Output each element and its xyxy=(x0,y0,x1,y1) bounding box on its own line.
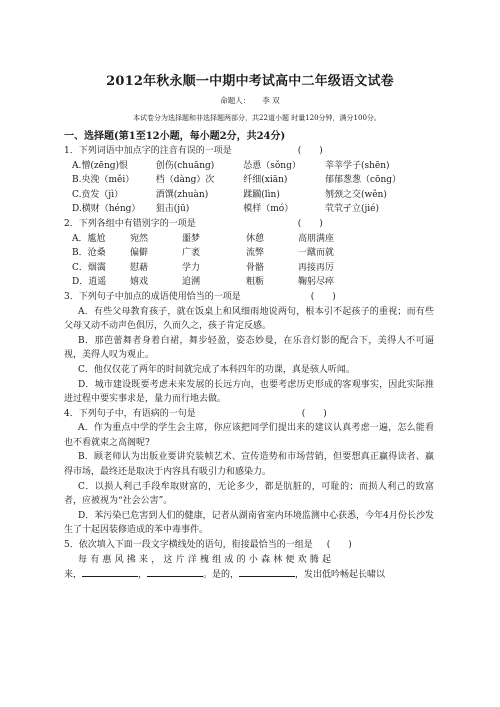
q5-passage-line-1: 每有惠风拂来，这片洋槐组成的小森林便欢腾起 xyxy=(78,554,335,565)
exam-note: 本试卷分为选择题和非选择题两部分，共22道小题 时量120分钟，满分100分。 xyxy=(133,114,381,122)
q4-option-a: A．作为重点中学的学生会主席，你应该把同学们提出来的建议认真考虑一遍，怎么能看也不看就束之高阁呢? xyxy=(64,423,434,448)
author-label: 命题人： xyxy=(220,96,251,105)
q1-option-row-d: D.横财（héng） 狙击(jū) 模样（mó） 茕茕孑立(jié) xyxy=(72,204,380,215)
question-3-stem: 3．下列句子中加点的成语使用恰当的一项是 ( ) xyxy=(64,291,336,302)
q3-option-d: D．城市建设既要考虑未来发展的长远方向，也要考虑历史形成的客观事实，因此实际推进过程中要实事求是，量力而行地去做。 xyxy=(64,379,434,405)
q5-passage-line-2: 来， ， 。是的， ，发出低吟畅起长啸以 xyxy=(64,567,434,582)
q4-option-d: D．苯污染已危害到人们的健康，记者从湖南省室内环境监测中心获悉，今年4月份长沙发生了十起因装修造成的苯中毒事件。 xyxy=(64,510,434,536)
q3-option-c: C．他仅仅花了两年的时间就完成了本科四年的功课，真是骇人听闻。 xyxy=(78,364,355,375)
q1-option-row-b: B.央浼（měi） 档（dàng）次 纤细(xiān) 郁郁葱葱（cōng） xyxy=(72,175,402,186)
q1-option-row-a: A.憎(zēng)恨 创伤(chuāng) 怂恿（sǒng） 莘莘学子(shēn) xyxy=(72,160,390,171)
question-2-stem: 2．下列各组中有错别字的一项是 ( ) xyxy=(64,218,323,229)
section-heading: 一、选择题(第1至12小题，每小题2分，共24分) xyxy=(64,131,286,142)
q2-option-row-b: B．沧桑 偏僻 广袤 流弊 一蹴而就 xyxy=(72,248,335,259)
question-body xyxy=(64,144,434,582)
q2-option-row-a: A．尴尬 宛然 噩梦 休憩 高朋满座 xyxy=(72,233,335,244)
question-4-stem: 4．下列句子中，有语病的一句是 ( ) xyxy=(64,408,327,419)
question-1-stem: 1．下列词语中加点字的注音有误的一项是 ( ) xyxy=(64,146,323,156)
author-line xyxy=(0,95,500,106)
q4-option-b: B．顾老师认为出版业要讲究装帧艺术、宣传造势和市场营销，但要想真正赢得读者、赢得市场，最终还是取决于内容具有吸引力和感染力。 xyxy=(64,452,434,478)
q4-option-c: C．以损人利己手段牟取财富的，无论多少，都是肮脏的，可耻的；而损人利己的致富者，应被视为“社会公害”。 xyxy=(64,481,434,507)
question-5-stem: 5．依次填入下面一段文字横线处的语句，衔接最恰当的一组是 ( ) xyxy=(64,540,352,551)
q3-option-a: A．有些父母教育孩子，就在饭桌上和风细雨地说两句，根本引不起孩子的重视；而有些父母又动不动声色俱厉，久而久之，孩子肯定反感。 xyxy=(64,306,434,332)
fill-blank xyxy=(147,567,203,577)
q1-option-row-c: C.贲发（jì） 酒馔(zhuàn) 蹂躏(lìn) 刎颈之交(wěn) xyxy=(72,189,387,200)
author-name: 李 双 xyxy=(262,96,280,105)
q2-option-row-c: C．烟霭 慰藉 学力 骨骼 再接再厉 xyxy=(72,262,335,273)
fill-blank xyxy=(239,567,295,577)
q2-option-row-d: D．逍遥 嬉戏 追溯 粗粝 鞠躬尽瘁 xyxy=(72,277,335,288)
page-title: 2012年秋永顺一中期中考试高中二年级语文试卷 xyxy=(106,74,394,89)
q3-option-b: B．那芭蕾舞者身着白裙，舞步轻盈，姿态妙曼，在乐音灯影的配合下，美得人不可逼视，美得人叹为观止。 xyxy=(64,335,434,361)
fill-blank xyxy=(82,567,138,577)
